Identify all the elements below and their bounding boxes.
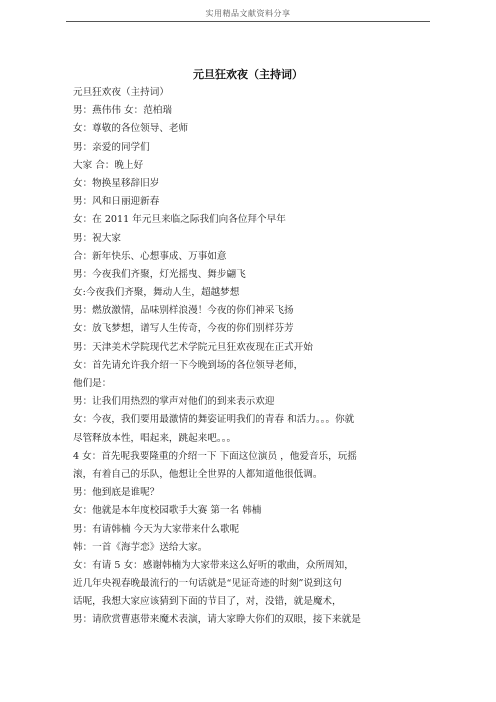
text-line: 男：亲爱的同学们 — [73, 141, 150, 153]
text-line: 韩：一首《海芋恋》送给大家。 — [73, 541, 208, 553]
text-line: 大家 合：晚上好 — [73, 159, 144, 171]
document-body — [73, 84, 423, 630]
text-line: 女：在 2011 年元旦来临之际我们向各位拜个早年 — [73, 214, 286, 226]
text-line: 男：祝大家 — [73, 232, 121, 244]
header-divider — [66, 21, 430, 22]
text-line: 男：燃放激情，品味别样浪漫！今夜的你们神采飞扬 — [73, 305, 294, 317]
text-line: 女：首先请允许我介绍一下今晚到场的各位领导老师， — [73, 359, 304, 371]
page-header: 实用精品文献资料分享 — [205, 9, 291, 18]
text-line: 滚，有着自己的乐队，他想让全世界的人都知道他很低调。 — [73, 468, 323, 480]
text-line: 女：尊敬的各位领导、老师 — [73, 123, 189, 135]
document-title: 元旦狂欢夜（主持词） — [193, 68, 303, 81]
text-line: 女：今夜，我们要用最激情的舞姿证明我们的青春 和活力。。。你就 — [73, 414, 355, 426]
text-line: 男：今夜我们齐聚，灯光摇曳、舞步翩飞 — [73, 268, 246, 280]
text-line: 男：天津美术学院现代艺术学院元旦狂欢夜现在正式开始 — [73, 341, 313, 353]
text-line: 男：有请韩楠 今天为大家带来什么歌呢 — [73, 523, 240, 535]
text-line: 男：燕伟伟 女：范柏瑞 — [73, 105, 172, 117]
text-line: 女:今夜我们齐聚，舞动人生，超越梦想 — [73, 287, 240, 299]
text-line: 女：放飞梦想，谱写人生传奇，今夜的你们别样芬芳 — [73, 323, 294, 335]
text-line: 4 女：首先呢我要隆重的介绍一下 下面这位演员 ，他爱音乐，玩摇 — [73, 450, 357, 462]
text-line: 男：风和日丽迎新春 — [73, 196, 160, 208]
text-line: 合：新年快乐、心想事成、万事如意 — [73, 250, 227, 262]
text-line: 男：请欣赏曹惠带来魔术表演，请大家睁大你们的双眼，接下来就是 — [73, 614, 361, 626]
text-line: 男：让我们用热烈的掌声对他们的到来表示欢迎 — [73, 396, 275, 408]
text-line: 男：他到底是谁呢？ — [73, 487, 160, 499]
text-line: 女：物换星移辞旧岁 — [73, 177, 160, 189]
text-line: 女：有请 5 女：感谢韩楠为大家带来这么好听的歌曲，众所周知， — [73, 559, 354, 571]
text-line: 元旦狂欢夜（主持词） — [73, 87, 169, 98]
text-line: 近几年央视春晚最流行的一句话就是“见证奇迹的时刻”说到这句 — [73, 578, 342, 590]
text-line: 话呢，我想大家应该猜到下面的节目了，对，没错，就是魔术， — [73, 596, 342, 608]
text-line: 女：他就是本年度校园歌手大赛 第一名 韩楠 — [73, 505, 262, 517]
text-line: 他们是： — [73, 378, 112, 389]
text-line: 尽管释放本性，唱起来，跳起来吧。。。 — [73, 432, 237, 444]
